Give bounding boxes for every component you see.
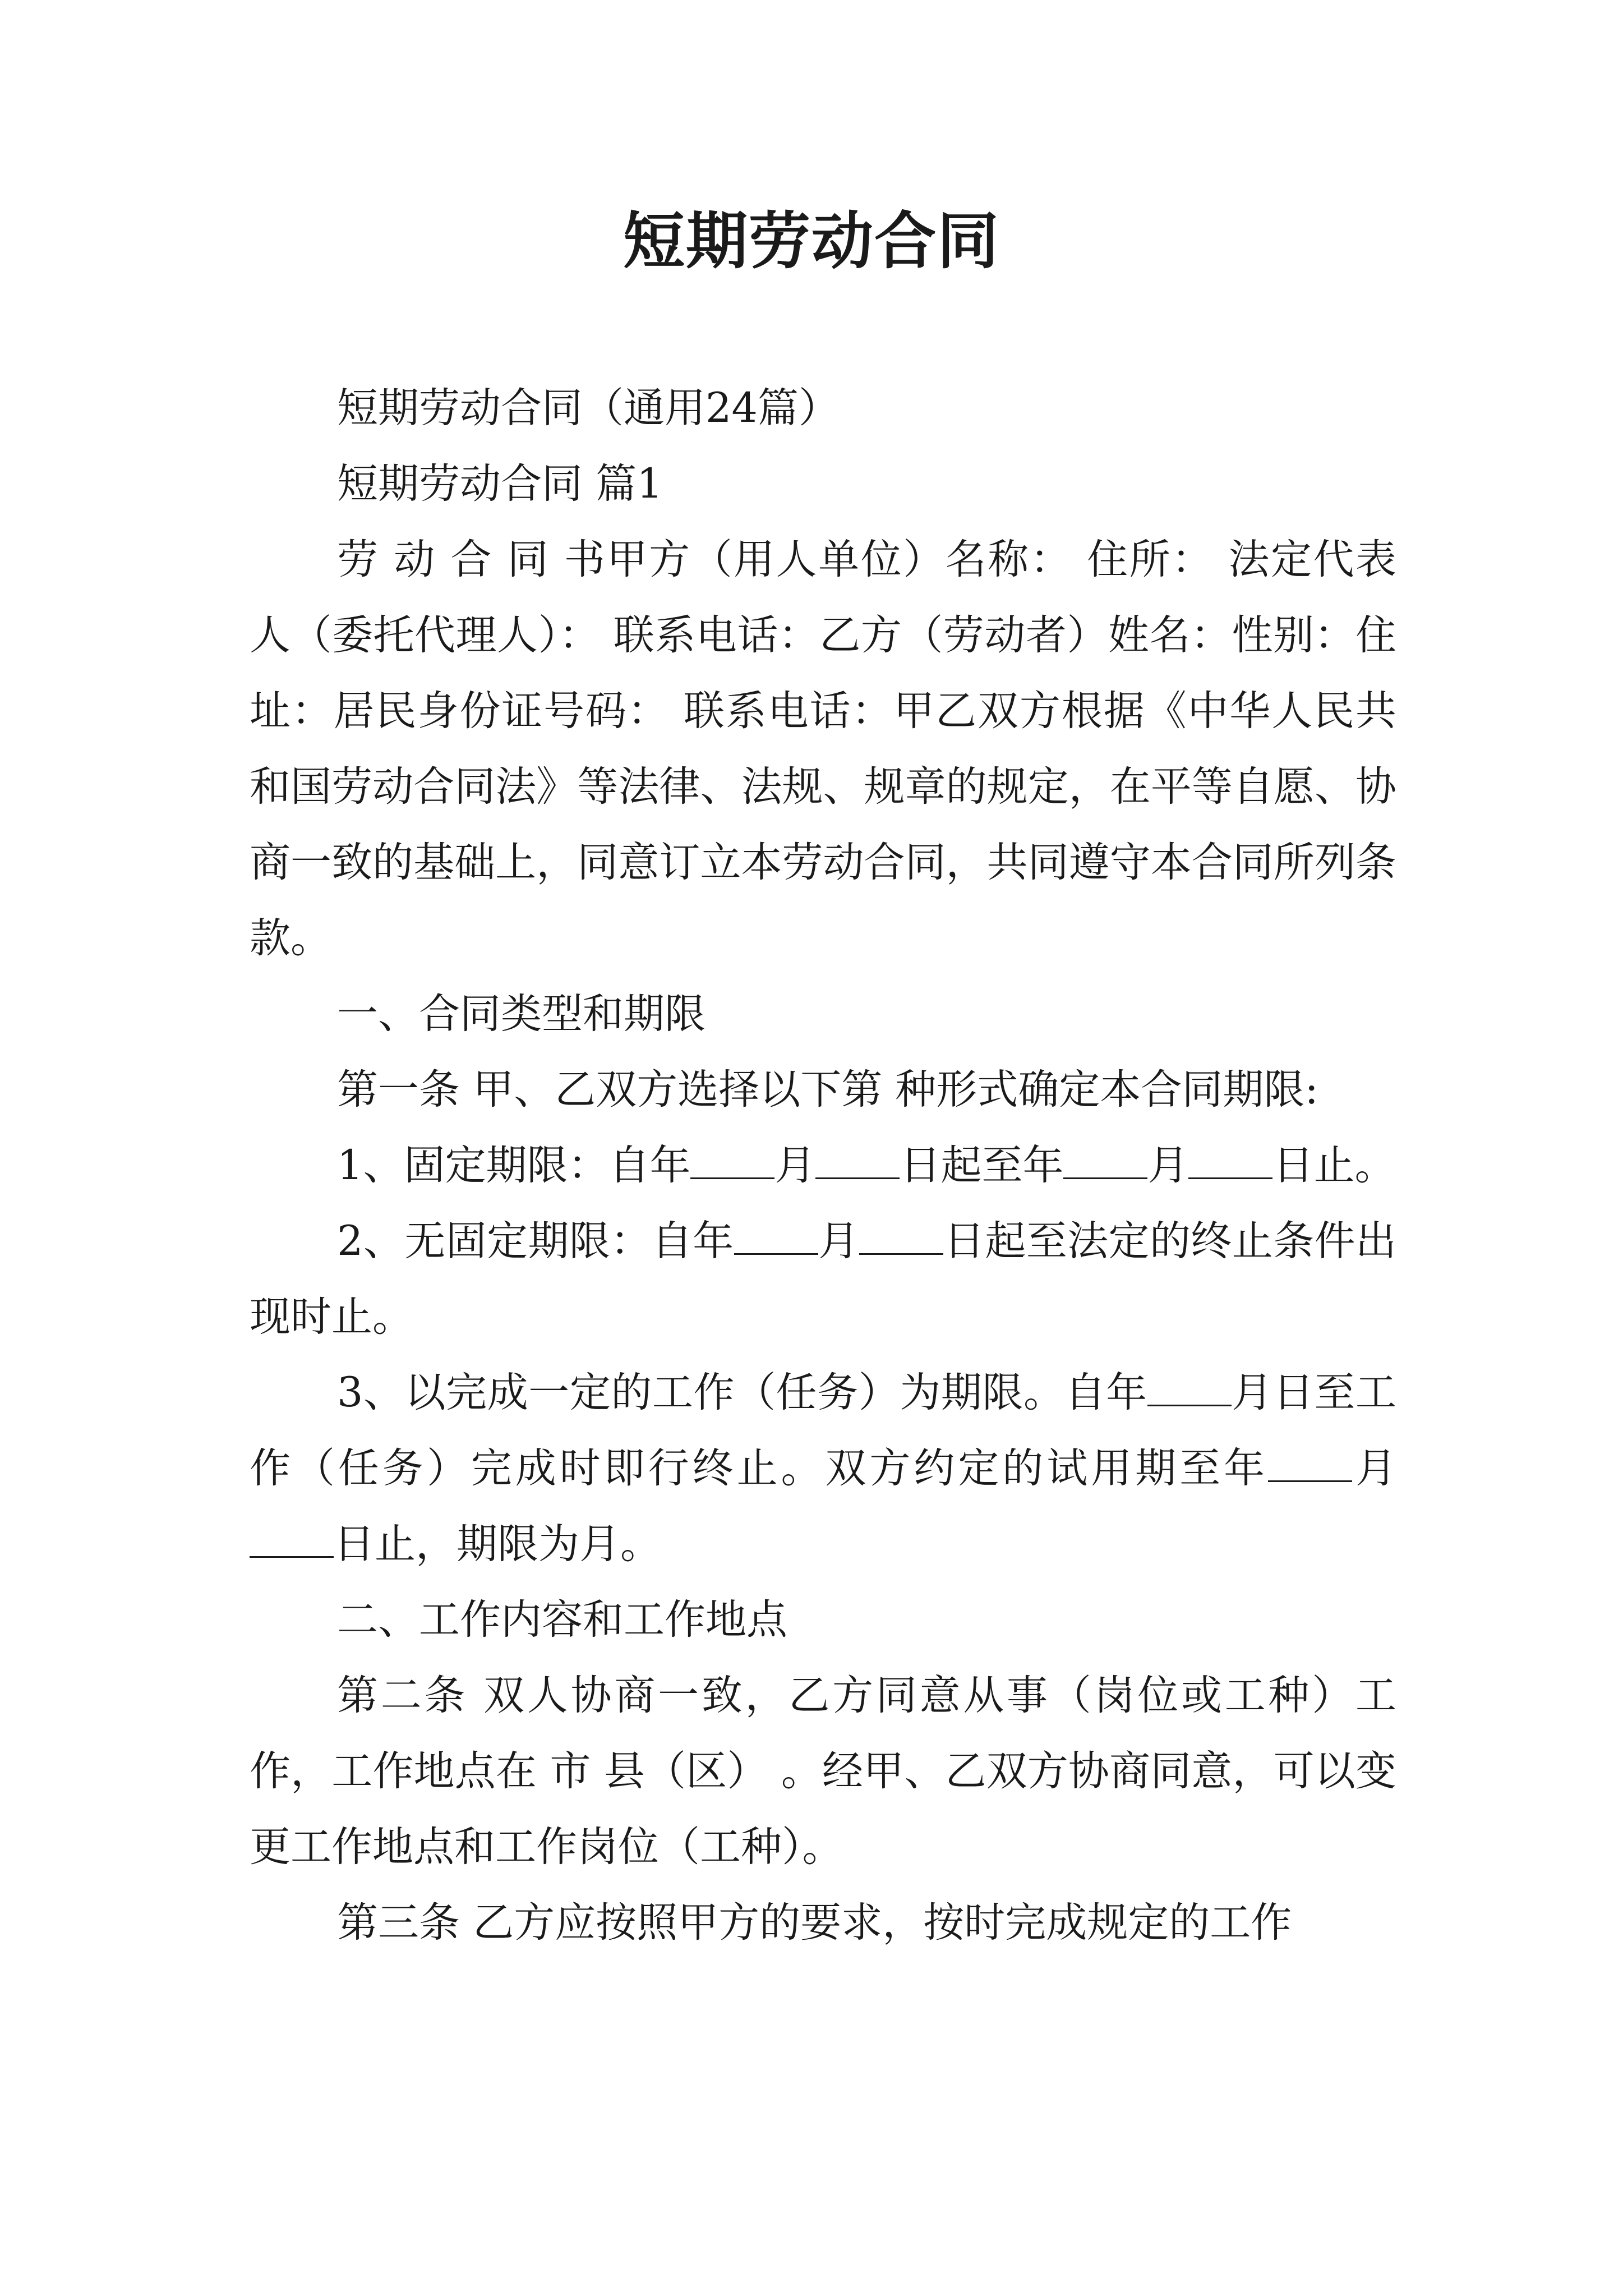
clause-text: 日起至法定的终止条件出现时止。 [250,1217,1397,1341]
contract-preamble: 劳 动 合 同 书甲方（用人单位）名称： 住所： 法定代表人（委托代理人）： 联系电话：乙方（劳动者）姓名：性别：住址：居民身份证号码： 联系电话：甲乙双方根据《中华人民共和国劳动合同法》等法律、法规、规章的规定，在平等自愿、协商一致的基础上，同意订立本劳动合同，共同遵守本合同所列条款。 [250,536,1396,962]
fill-in-blank[interactable] [1147,1371,1232,1406]
clause-text: 日止。 [1272,1142,1396,1189]
article-paragraph: 第二条 双人协商一致，乙方同意从事（岗位或工种）工作，工作地点在 市 县（区） 。经甲、乙双方协商同意，可以变更工作地点和工作岗位（工种）。 [250,1672,1396,1871]
fill-in-blank[interactable] [250,1522,334,1558]
fill-in-blank[interactable] [1063,1144,1147,1179]
clause-fixed-term [250,1128,1396,1203]
fill-in-blank[interactable] [690,1144,774,1179]
clause-open-term [250,1203,1396,1355]
clause-text: 2、无固定期限：自年 [337,1217,734,1265]
clause-text: 日止，期限为月。 [334,1520,661,1568]
article-paragraph: 第一条 甲、乙双方选择以下第 种形式确定本合同期限: [337,1066,1319,1114]
section-heading: 短期劳动合同 篇1 [337,460,663,508]
clause-text: 月日至工作（任务）完成时即行终止。双方约定的试用期至年 [250,1369,1396,1492]
clause-text: 月 [1147,1142,1189,1189]
clause-text: 月 [818,1217,860,1265]
chapter-heading: 二、工作内容和工作地点 [337,1596,787,1644]
clause-text: 月 [1352,1444,1397,1492]
fill-in-blank[interactable] [1268,1447,1352,1482]
article-paragraph: 第三条 乙方应按照甲方的要求，按时完成规定的工作 [337,1899,1292,1947]
clause-text: 1、固定期限：自年 [337,1142,691,1189]
clause-task-term [250,1355,1396,1582]
fill-in-blank[interactable] [815,1144,900,1179]
chapter-heading: 一、合同类型和期限 [337,990,706,1038]
document-body [250,370,1396,1961]
document-subtitle: 短期劳动合同（通用24篇） [337,384,840,432]
clause-text: 月 [774,1142,816,1189]
fill-in-blank[interactable] [859,1220,943,1255]
clause-text: 3、以完成一定的工作（任务）为期限。自年 [337,1369,1147,1416]
fill-in-blank[interactable] [734,1220,818,1255]
document-title: 短期劳动合同 [623,205,1000,277]
clause-text: 日起至年 [900,1142,1064,1189]
fill-in-blank[interactable] [1188,1144,1272,1179]
